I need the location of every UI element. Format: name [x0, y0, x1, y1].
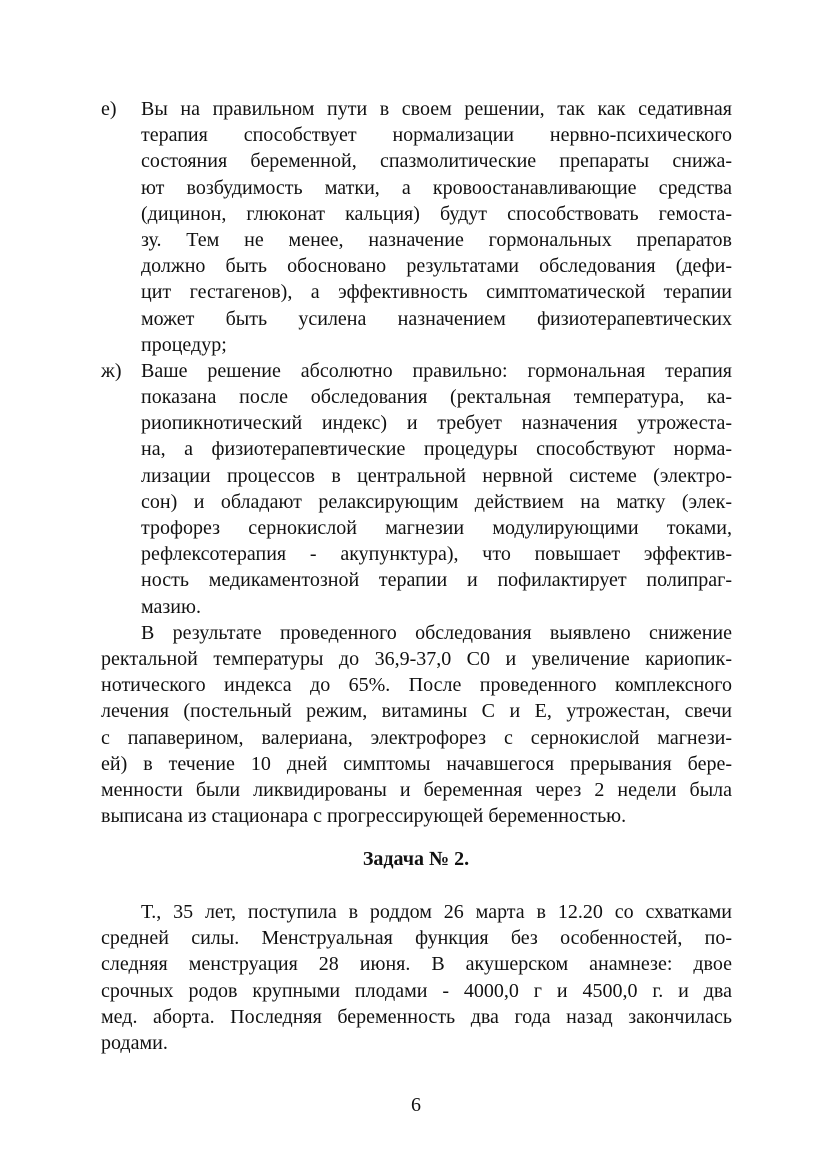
- list-item-text: [141, 358, 732, 620]
- task-paragraph: [101, 899, 732, 1056]
- text-line: цит гестагенов), а эффективность симптоматической терапии: [141, 281, 732, 304]
- text-line: зу. Тем не менее, назначение гормональных препаратов: [141, 228, 732, 251]
- text-line: В результате проведенного обследования выявлено снижение: [141, 621, 732, 644]
- text-line: следняя менструация 28 июня. В акушерском анамнезе: двое: [101, 953, 732, 976]
- text-line: показана после обследования (ректальная температура, ка-: [141, 386, 732, 409]
- text-line: нотического индекса до 65%. После проведенного комплексного: [101, 674, 732, 697]
- text-line: сон) и обладают релаксирующим действием на матку (элек-: [141, 490, 732, 513]
- text-line: Ваше решение абсолютно правильно: гормональная терапия: [141, 359, 732, 382]
- text-line: терапия способствует нормализации нервно-психического: [141, 124, 732, 147]
- text-line: мед. аборта. Последняя беременность два года назад закончилась: [101, 1005, 732, 1028]
- text-line: риопикнотический индекс) и требует назначения утрожеста-: [141, 412, 732, 435]
- text-line: выписана из стационара с прогрессирующей беременностью.: [101, 805, 627, 828]
- text-line: мазию.: [141, 595, 201, 618]
- text-line: лечения (постельный режим, витамины С и Е, утрожестан, свечи: [101, 700, 732, 723]
- text-line: (дицинон, глюконат кальция) будут способствовать гемоста-: [141, 202, 732, 225]
- text-line: Т., 35 лет, поступила в роддом 26 марта в 12.20 со схватками: [141, 901, 732, 923]
- text-line: срочных родов крупными плодами - 4000,0 г и 4500,0 г. и два: [101, 979, 732, 1002]
- text-line: трофорез сернокислой магнезии модулирующими токами,: [141, 517, 732, 539]
- answer-list: [101, 96, 732, 829]
- text-line: Вы на правильном пути в своем решении, так как седативная: [141, 98, 732, 120]
- text-line: может быть усилена назначением физиотерапевтических: [141, 307, 732, 330]
- text-line: процедур;: [141, 333, 227, 356]
- list-item-text: [141, 96, 732, 358]
- task-heading: Задача № 2.: [362, 848, 470, 870]
- text-line: состояния беременной, спазмолитические препараты снижа-: [141, 150, 732, 173]
- text-line: лизации процессов в центральной нервной системе (электро-: [141, 464, 732, 487]
- text-line: должно быть обосновано результатами обследования (дефи-: [141, 255, 732, 278]
- list-marker: е): [101, 98, 117, 120]
- text-line: на, а физиотерапевтические процедуры способствуют норма-: [141, 438, 732, 461]
- text-line: менности были ликвидированы и беременная через 2 недели была: [101, 778, 732, 801]
- text-line: ректальной температуры до 36,9-37,0 С0 и увеличение кариопик-: [101, 647, 732, 670]
- list-item-zh: [101, 358, 732, 620]
- list-item-e: [101, 96, 732, 358]
- text-line: ей) в течение 10 дней симптомы начавшегося прерывания бере-: [101, 752, 732, 775]
- text-line: средней силы. Менструальная функция без особенностей, по-: [101, 927, 732, 950]
- text-line: с папаверином, валериана, электрофорез с сернокислой магнези-: [101, 726, 732, 749]
- text-line: ность медикаментозной терапии и пофилактирует полипраг-: [141, 569, 732, 592]
- text-line: рефлексотерапия - акупунктура), что повышает эффектив-: [141, 543, 732, 566]
- list-marker: ж): [101, 359, 122, 382]
- text-line: ют возбудимость матки, а кровоостанавливающие средства: [141, 176, 732, 199]
- result-paragraph: [101, 620, 732, 830]
- page-number: 6: [411, 1094, 421, 1116]
- text-line: родами.: [101, 1031, 168, 1054]
